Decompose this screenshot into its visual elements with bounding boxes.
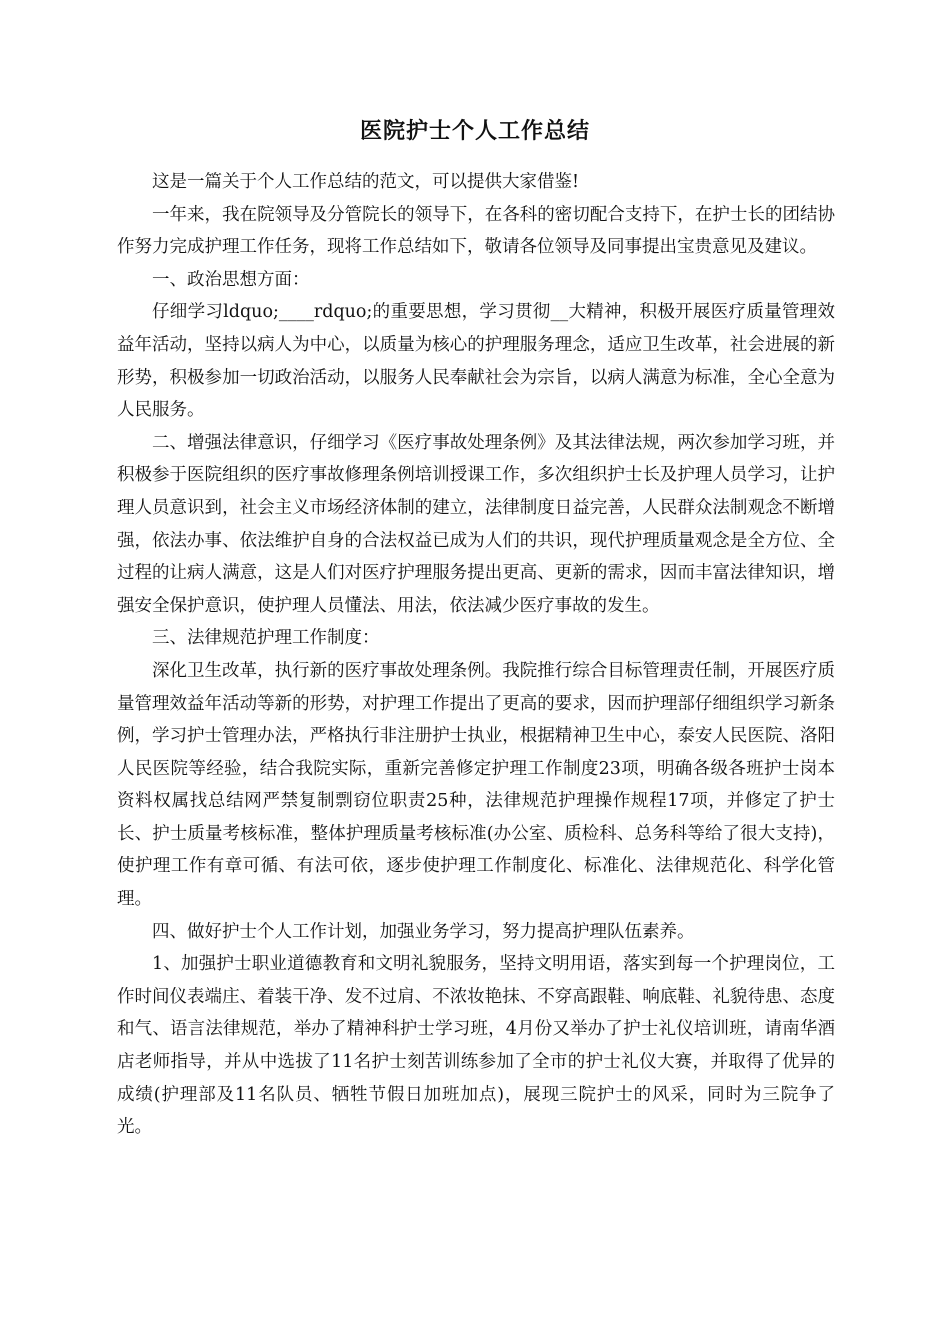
paragraph: 二、增强法律意识，仔细学习《医疗事故处理条例》及其法律法规，两次参加学习班，并积极参于医院组织的医疗事故修理条例培训授课工作，多次组织护士长及护理人员学习，让护理人员意识到，社会主义市场经济体制的建立，法律制度日益完善，人民群众法制观念不断增强，依法办事、依法维护自身的合法权益已成为人们的共识，现代护理质量观念是全方位、全过程的让病人满意，这是人们对医疗护理服务提出更高、更新的需求，因而丰富法律知识，增强安全保护意识，使护理人员懂法、用法，依法减少医疗事故的发生。 bbox=[117, 432, 835, 616]
paragraph: 深化卫生改革，执行新的医疗事故处理条例。我院推行综合目标管理责任制，开展医疗质量管理效益年活动等新的形势，对护理工作提出了更高的要求，因而护理部仔细组织学习新条例，学习护士管理办法，严格执行非注册护士执业，根据精神卫生中心，泰安人民医院、洛阳人民医院等经验，结合我院实际，重新完善修定护理工作制度23项，明确各级各班护士岗本资料权属找总结网严禁复制剽窃位职责25种，法律规范护理操作规程17项，并修定了护士长、护士质量考核标准，整体护理质量考核标准(办公室、质检科、总务科等给了很大支持)，使护理工作有章可循、有法可依，逐步使护理工作制度化、标准化、法律规范化、科学化管理。 bbox=[117, 660, 835, 910]
paragraph: 仔细学习ldquo;____rdquo;的重要思想，学习贯彻__大精神，积极开展医疗质量管理效益年活动，坚持以病人为中心，以质量为核心的护理服务理念，适应卫生改革，社会进展的新形势，积极参加一切政治活动，以服务人民奉献社会为宗旨，以病人满意为标准，全心全意为人民服务。 bbox=[117, 302, 835, 421]
section-heading: 四、做好护士个人工作计划，加强业务学习，努力提高护理队伍素养。 bbox=[152, 921, 695, 942]
document-body bbox=[117, 166, 835, 1144]
section-heading: 三、法律规范护理工作制度： bbox=[152, 628, 380, 649]
paragraph: 1、加强护士职业道德教育和文明礼貌服务，坚持文明用语，落实到每一个护理岗位，工作时间仪表端庄、着装干净、发不过肩、不浓妆艳抹、不穿高跟鞋、响底鞋、礼貌待患、态度和气、语言法律规范，举办了精神科护士学习班，4月份又举办了护士礼仪培训班，请南华酒店老师指导，并从中选拔了11名护士刻苦训练参加了全市的护士礼仪大赛，并取得了优异的成绩(护理部及11名队员、牺牲节假日加班加点)，展现三院护士的风采，同时为三院争了光。 bbox=[117, 954, 835, 1138]
paragraph: 一年来，我在院领导及分管院长的领导下，在各科的密切配合支持下，在护士长的团结协作努力完成护理工作任务，现将工作总结如下，敬请各位领导及同事提出宝贵意见及建议。 bbox=[117, 204, 835, 258]
paragraph: 这是一篇关于个人工作总结的范文，可以提供大家借鉴! bbox=[152, 172, 580, 192]
section-heading: 一、政治思想方面： bbox=[152, 269, 310, 290]
document-title: 医院护士个人工作总结 bbox=[359, 118, 590, 144]
